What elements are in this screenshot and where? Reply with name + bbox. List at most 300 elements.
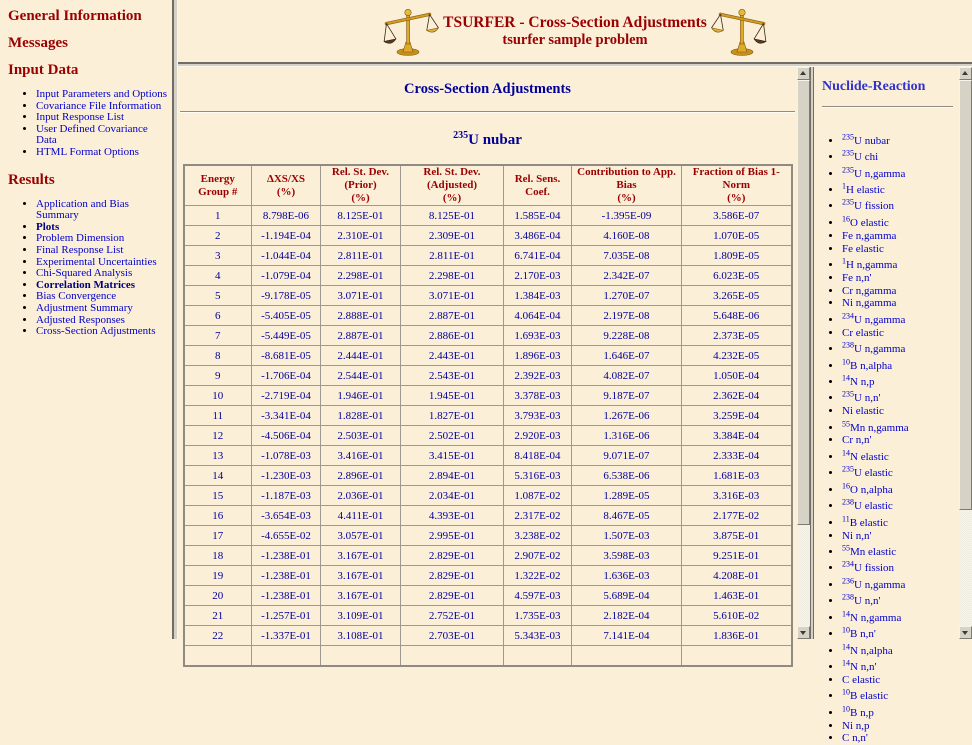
energy-group-cell: 19 <box>184 566 252 586</box>
energy-group-cell: 9 <box>184 366 252 386</box>
sidebar-link[interactable]: Plots <box>36 220 60 233</box>
nuclide-list-item <box>842 480 959 496</box>
nuclide-list-item <box>842 327 959 340</box>
column-header: ΔXS/XS (%) <box>252 165 321 206</box>
nuclide-list-item <box>842 641 959 657</box>
value-cell: 7.141E-04 <box>572 626 682 646</box>
value-cell: 2.811E-01 <box>401 246 504 266</box>
adjustments-table <box>183 164 793 667</box>
table-row <box>184 466 792 486</box>
value-cell: 1.946E-01 <box>321 386 401 406</box>
energy-group-cell: 7 <box>184 326 252 346</box>
nuclide-reaction-link[interactable]: Cr n,n' <box>842 434 872 447</box>
sidebar-link[interactable]: Correlation Matrices <box>36 278 136 291</box>
sidebar-list-item <box>36 199 170 222</box>
table-row <box>184 426 792 446</box>
value-cell: 3.875E-01 <box>682 526 792 546</box>
title-divider <box>180 111 795 113</box>
table-row <box>184 546 792 566</box>
table-row <box>184 586 792 606</box>
value-cell: 1.585E-04 <box>504 206 572 226</box>
value-cell: -3.341E-04 <box>252 406 321 426</box>
nuclide-reaction-link[interactable]: $^{235}$U chi <box>842 148 879 164</box>
nuclide-list-item <box>842 720 959 733</box>
sidebar-link[interactable]: Covariance File Information <box>36 99 162 112</box>
value-cell: -5.405E-05 <box>252 306 321 326</box>
nuclide-list-item <box>842 674 959 687</box>
value-cell: 1.463E-01 <box>682 586 792 606</box>
value-cell: 2.503E-01 <box>321 426 401 446</box>
table-row <box>184 626 792 646</box>
value-cell: 2.887E-01 <box>321 326 401 346</box>
nuclide-list-item <box>842 575 959 591</box>
scroll-up-button[interactable] <box>797 67 810 80</box>
header-banner <box>178 0 972 62</box>
energy-group-cell: 5 <box>184 286 252 306</box>
nuclide-list-item <box>842 464 959 480</box>
value-cell: 4.082E-07 <box>572 366 682 386</box>
table-row <box>184 206 792 226</box>
value-cell: 9.187E-07 <box>572 386 682 406</box>
scroll-up-button[interactable] <box>959 67 972 80</box>
value-cell: -1.238E-01 <box>252 566 321 586</box>
sidebar-link[interactable]: Chi-Squared Analysis <box>36 267 133 280</box>
nuclide-reaction-link[interactable]: $^{14}$N elastic <box>842 448 889 463</box>
nuclide-list-item <box>842 513 959 529</box>
page-title: Cross-Section Adjustments <box>404 81 571 97</box>
nuclide-list-item <box>842 405 959 418</box>
sidebar-link[interactable]: Adjusted Responses <box>36 313 125 326</box>
value-cell: 8.418E-04 <box>504 446 572 466</box>
value-cell: 2.362E-04 <box>682 386 792 406</box>
nuclide-list-item <box>842 658 959 674</box>
nuclide-reaction-link[interactable]: Fe n,gamma <box>842 229 897 242</box>
value-cell: 1.735E-03 <box>504 606 572 626</box>
energy-group-cell: 3 <box>184 246 252 266</box>
nuclide-name: U nubar <box>468 132 522 148</box>
sidebar-heading-messages[interactable]: Messages <box>8 35 68 51</box>
nuclide-list-item <box>842 297 959 310</box>
value-cell: 2.544E-01 <box>321 366 401 386</box>
nuclide-panel-title: Nuclide-Reaction <box>822 79 926 94</box>
value-cell: -1.194E-04 <box>252 226 321 246</box>
value-cell: 2.298E-01 <box>321 266 401 286</box>
nuclide-list-item <box>842 625 959 641</box>
value-cell: 2.310E-01 <box>321 226 401 246</box>
nuclide-subtitle <box>178 130 797 149</box>
value-cell: 8.125E-01 <box>321 206 401 226</box>
table-row <box>184 226 792 246</box>
value-cell: 2.373E-05 <box>682 326 792 346</box>
nuclide-reaction-link[interactable]: $^1$H elastic <box>842 181 885 197</box>
energy-group-cell: 12 <box>184 426 252 446</box>
app-title <box>443 14 707 49</box>
nuclide-list-item <box>842 732 959 745</box>
value-cell: 1.070E-05 <box>682 226 792 246</box>
value-cell: 2.887E-01 <box>401 306 504 326</box>
energy-group-cell: 21 <box>184 606 252 626</box>
table-row <box>184 566 792 586</box>
scroll-down-button[interactable] <box>959 626 972 639</box>
nuclide-reaction-link[interactable]: C elastic <box>842 673 881 686</box>
value-cell: 2.995E-01 <box>401 526 504 546</box>
nuclide-reaction-link[interactable]: $^{14}$N n,gamma <box>842 609 902 624</box>
value-cell: 1.945E-01 <box>401 386 504 406</box>
value-cell: -4.655E-02 <box>252 526 321 546</box>
nuclide-list-item <box>842 434 959 447</box>
sidebar-link[interactable]: Experimental Uncertainties <box>36 255 157 268</box>
nuclide-list-item <box>842 285 959 298</box>
energy-group-cell: 17 <box>184 526 252 546</box>
table-header-row <box>184 165 792 206</box>
sidebar-link[interactable]: Bias Convergence <box>36 290 117 303</box>
nuclide-reaction-link[interactable]: $^{235}$U n,gamma <box>842 164 906 180</box>
value-cell: 2.317E-02 <box>504 506 572 526</box>
nuclide-list-item <box>842 310 959 326</box>
value-cell: 3.416E-01 <box>321 446 401 466</box>
value-cell: -1.230E-03 <box>252 466 321 486</box>
sidebar-link[interactable]: Input Response List <box>36 111 124 124</box>
energy-group-cell: 20 <box>184 586 252 606</box>
value-cell: 2.177E-02 <box>682 506 792 526</box>
value-cell: 3.108E-01 <box>321 626 401 646</box>
nuclide-list-item <box>842 339 959 355</box>
value-cell: -1.706E-04 <box>252 366 321 386</box>
value-cell: 3.265E-05 <box>682 286 792 306</box>
nuclide-reaction-link[interactable]: $^{238}$U n,gamma <box>842 340 906 356</box>
sidebar-link[interactable]: HTML Format Options <box>36 145 139 158</box>
value-cell: 1.827E-01 <box>401 406 504 426</box>
value-cell: 2.182E-04 <box>572 606 682 626</box>
nuclide-reaction-link[interactable]: $^{234}$U n,gamma <box>842 311 906 326</box>
value-cell: 2.036E-01 <box>321 486 401 506</box>
nuclide-reaction-link[interactable]: $^{10}$B n,n' <box>842 625 876 641</box>
table-row <box>184 246 792 266</box>
nuclide-reaction-link[interactable]: $^{14}$N n,alpha <box>842 642 893 657</box>
column-header: Energy Group # <box>184 165 252 206</box>
value-cell: 4.160E-08 <box>572 226 682 246</box>
sidebar-list-input-data <box>8 89 170 159</box>
value-cell: 2.298E-01 <box>401 266 504 286</box>
main-content-frame <box>178 67 810 642</box>
value-cell <box>184 646 252 666</box>
navigation-sidebar <box>0 0 172 639</box>
nuclide-list-item <box>842 530 959 543</box>
scrollbar-thumb[interactable] <box>797 80 810 525</box>
value-cell: 4.208E-01 <box>682 566 792 586</box>
nuclide-reaction-link[interactable]: $^{238}$U elastic <box>842 497 893 513</box>
value-cell: 3.071E-01 <box>321 286 401 306</box>
energy-group-cell: 8 <box>184 346 252 366</box>
column-header: Contribution to App. Bias (%) <box>572 165 682 206</box>
panel-divider <box>822 106 953 108</box>
table-row <box>184 286 792 306</box>
nuclide-reaction-link[interactable]: $^{235}$U nubar <box>842 132 890 147</box>
table-row <box>184 326 792 346</box>
value-cell: 7.035E-08 <box>572 246 682 266</box>
value-cell <box>321 646 401 666</box>
value-cell: 3.238E-02 <box>504 526 572 546</box>
column-header: Rel. St. Dev. (Prior) (%) <box>321 165 401 206</box>
value-cell: 5.343E-03 <box>504 626 572 646</box>
value-cell: 3.259E-04 <box>682 406 792 426</box>
nuclide-list-item <box>842 608 959 624</box>
sidebar-list-item <box>36 147 170 159</box>
sidebar-link[interactable]: Problem Dimension <box>36 232 125 245</box>
nuclide-list-item <box>842 372 959 388</box>
scrollbar-thumb[interactable] <box>959 80 972 510</box>
value-cell: 3.586E-07 <box>682 206 792 226</box>
value-cell: -9.178E-05 <box>252 286 321 306</box>
sidebar-heading-results[interactable]: Results <box>8 171 55 188</box>
value-cell <box>572 646 682 666</box>
nuclide-list-item <box>842 164 959 180</box>
sidebar-list-item <box>36 326 170 338</box>
table-row <box>184 486 792 506</box>
sidebar-link[interactable]: Application and Bias Summary <box>36 197 129 222</box>
energy-group-cell: 15 <box>184 486 252 506</box>
sidebar-heading-input-data[interactable]: Input Data <box>8 62 79 78</box>
value-cell: 2.886E-01 <box>401 326 504 346</box>
nuclide-reaction-link[interactable]: $^{234}$U fission <box>842 559 895 575</box>
value-cell: 2.502E-01 <box>401 426 504 446</box>
nuclide-list-item <box>842 213 959 229</box>
value-cell: -2.719E-04 <box>252 386 321 406</box>
value-cell: 1.836E-01 <box>682 626 792 646</box>
nuclide-reaction-link[interactable]: Ni elastic <box>842 405 884 418</box>
value-cell: 3.071E-01 <box>401 286 504 306</box>
value-cell: 1.681E-03 <box>682 466 792 486</box>
value-cell: 2.444E-01 <box>321 346 401 366</box>
value-cell: 1.828E-01 <box>321 406 401 426</box>
energy-group-cell: 1 <box>184 206 252 226</box>
value-cell: 1.050E-04 <box>682 366 792 386</box>
value-cell: -5.449E-05 <box>252 326 321 346</box>
nuclide-mass-number: 235 <box>453 130 469 141</box>
energy-group-cell: 14 <box>184 466 252 486</box>
nuclide-list-item <box>842 418 959 434</box>
scroll-down-button[interactable] <box>797 626 810 639</box>
energy-group-cell: 10 <box>184 386 252 406</box>
sidebar-link[interactable]: Input Parameters and Options <box>36 88 168 100</box>
value-cell: 2.829E-01 <box>401 566 504 586</box>
nuclide-reaction-link[interactable]: $^{16}$O elastic <box>842 214 889 229</box>
sidebar-link[interactable]: Cross-Section Adjustments <box>36 325 156 338</box>
value-cell: 1.267E-06 <box>572 406 682 426</box>
column-header: Rel. St. Dev. (Adjusted) (%) <box>401 165 504 206</box>
nuclide-list-item <box>842 131 959 147</box>
value-cell <box>504 646 572 666</box>
nuclide-list-item <box>842 559 959 575</box>
table-row <box>184 446 792 466</box>
value-cell: 3.415E-01 <box>401 446 504 466</box>
value-cell: 4.393E-01 <box>401 506 504 526</box>
nuclide-reaction-link[interactable]: $^{16}$O n,alpha <box>842 481 893 496</box>
column-header: Fraction of Bias 1-Norm (%) <box>682 165 792 206</box>
energy-group-cell: 11 <box>184 406 252 426</box>
nuclide-reaction-link[interactable]: $^{235}$U fission <box>842 197 895 213</box>
value-cell: 2.443E-01 <box>401 346 504 366</box>
value-cell: 1.270E-07 <box>572 286 682 306</box>
value-cell: 3.793E-03 <box>504 406 572 426</box>
nuclide-reaction-link[interactable]: Cr elastic <box>842 326 884 339</box>
nuclide-reaction-link[interactable]: $^{55}$Mn elastic <box>842 543 897 558</box>
table-row <box>184 606 792 626</box>
energy-group-cell: 16 <box>184 506 252 526</box>
nuclide-reaction-link[interactable]: $^{238}$U n,n' <box>842 592 881 608</box>
table-row <box>184 526 792 546</box>
value-cell: 5.316E-03 <box>504 466 572 486</box>
energy-group-cell: 4 <box>184 266 252 286</box>
value-cell: 9.251E-01 <box>682 546 792 566</box>
value-cell: -1.079E-04 <box>252 266 321 286</box>
value-cell: 1.316E-06 <box>572 426 682 446</box>
value-cell: 4.232E-05 <box>682 346 792 366</box>
value-cell: 1.289E-05 <box>572 486 682 506</box>
nuclide-reaction-link[interactable]: $^{11}$B elastic <box>842 514 888 529</box>
value-cell: 3.109E-01 <box>321 606 401 626</box>
nuclide-reaction-link[interactable]: Ni n,n' <box>842 529 872 542</box>
sidebar-list-item <box>36 124 170 147</box>
table-row <box>184 646 792 666</box>
nuclide-reaction-link[interactable]: $^1$H n,gamma <box>842 256 898 271</box>
nuclide-reaction-link[interactable]: $^{235}$U n,n' <box>842 389 881 405</box>
sidebar-link[interactable]: Final Response List <box>36 243 124 256</box>
table-row <box>184 346 792 366</box>
value-cell: 5.610E-02 <box>682 606 792 626</box>
value-cell: 2.342E-07 <box>572 266 682 286</box>
value-cell: -4.506E-04 <box>252 426 321 446</box>
app-title-line2: tsurfer sample problem <box>502 31 648 48</box>
value-cell: 6.023E-05 <box>682 266 792 286</box>
value-cell: 3.384E-04 <box>682 426 792 446</box>
value-cell: -3.654E-03 <box>252 506 321 526</box>
value-cell: 1.693E-03 <box>504 326 572 346</box>
energy-group-cell: 6 <box>184 306 252 326</box>
value-cell: -1.078E-03 <box>252 446 321 466</box>
balance-scale-icon <box>378 6 438 56</box>
value-cell: 2.543E-01 <box>401 366 504 386</box>
value-cell: 2.829E-01 <box>401 546 504 566</box>
value-cell: 2.034E-01 <box>401 486 504 506</box>
value-cell: 1.087E-02 <box>504 486 572 506</box>
energy-group-cell: 18 <box>184 546 252 566</box>
table-row <box>184 266 792 286</box>
value-cell: 2.309E-01 <box>401 226 504 246</box>
value-cell: 2.752E-01 <box>401 606 504 626</box>
nuclide-list-item <box>842 687 959 703</box>
nuclide-list-item <box>842 272 959 285</box>
nuclide-list-item <box>842 230 959 243</box>
value-cell: 4.411E-01 <box>321 506 401 526</box>
value-cell: -1.238E-01 <box>252 586 321 606</box>
nuclide-reaction-link[interactable]: Fe n,n' <box>842 271 872 284</box>
nuclide-reaction-link[interactable]: $^{236}$U n,gamma <box>842 576 906 591</box>
sidebar-heading-general-information[interactable]: General Information <box>8 8 142 24</box>
nuclide-reaction-link[interactable]: Cr n,gamma <box>842 284 897 297</box>
nuclide-list-item <box>842 147 959 163</box>
nuclide-list-item <box>842 180 959 196</box>
value-cell: 2.888E-01 <box>321 306 401 326</box>
main-vertical-scrollbar[interactable] <box>797 67 810 639</box>
value-cell: 1.507E-03 <box>572 526 682 546</box>
nuclide-reaction-link[interactable]: Ni n,p <box>842 719 870 732</box>
value-cell: 9.228E-08 <box>572 326 682 346</box>
value-cell: 1.384E-03 <box>504 286 572 306</box>
energy-group-cell: 2 <box>184 226 252 246</box>
value-cell: 2.920E-03 <box>504 426 572 446</box>
value-cell: -8.681E-05 <box>252 346 321 366</box>
table-row <box>184 506 792 526</box>
nuclide-panel-frame <box>814 67 972 745</box>
value-cell: -1.257E-01 <box>252 606 321 626</box>
value-cell: 4.597E-03 <box>504 586 572 606</box>
value-cell: 3.486E-04 <box>504 226 572 246</box>
energy-group-cell: 13 <box>184 446 252 466</box>
nuclide-list-item <box>842 197 959 213</box>
value-cell: 1.322E-02 <box>504 566 572 586</box>
nuclide-list-item <box>842 243 959 256</box>
value-cell: -1.337E-01 <box>252 626 321 646</box>
value-cell: 2.333E-04 <box>682 446 792 466</box>
value-cell <box>682 646 792 666</box>
sidebar-link[interactable]: User Defined Covariance Data <box>36 122 148 147</box>
value-cell: 2.896E-01 <box>321 466 401 486</box>
panel-vertical-scrollbar[interactable] <box>959 67 972 639</box>
nuclide-reaction-link[interactable]: $^{55}$Mn n,gamma <box>842 419 909 434</box>
value-cell: 1.646E-07 <box>572 346 682 366</box>
nuclide-reaction-link[interactable]: $^{10}$B elastic <box>842 687 889 703</box>
app-title-line1: TSURFER - Cross-Section Adjustments <box>443 13 707 31</box>
nuclide-reaction-link[interactable]: $^{14}$N n,p <box>842 373 875 388</box>
value-cell <box>401 646 504 666</box>
nuclide-reaction-link[interactable]: C n,n' <box>842 732 868 745</box>
value-cell: 2.703E-01 <box>401 626 504 646</box>
nuclide-reaction-link[interactable]: $^{235}$U elastic <box>842 464 893 480</box>
value-cell: 8.467E-05 <box>572 506 682 526</box>
balance-scale-icon <box>712 6 772 56</box>
nuclide-list-item <box>842 497 959 513</box>
value-cell: -1.187E-03 <box>252 486 321 506</box>
value-cell: 2.811E-01 <box>321 246 401 266</box>
value-cell: 6.741E-04 <box>504 246 572 266</box>
value-cell: 3.057E-01 <box>321 526 401 546</box>
nuclide-reaction-link[interactable]: $^{10}$B n,p <box>842 704 874 719</box>
nuclide-reaction-link[interactable]: Fe elastic <box>842 242 884 255</box>
value-cell: -1.238E-01 <box>252 546 321 566</box>
value-cell: 9.071E-07 <box>572 446 682 466</box>
nuclide-list-item <box>842 703 959 719</box>
nuclide-reaction-link[interactable]: Ni n,gamma <box>842 297 897 310</box>
sidebar-list-results <box>8 199 170 338</box>
value-cell: 2.894E-01 <box>401 466 504 486</box>
value-cell: 2.392E-03 <box>504 366 572 386</box>
nuclide-list-item <box>842 389 959 405</box>
value-cell: 1.809E-05 <box>682 246 792 266</box>
value-cell: 2.170E-03 <box>504 266 572 286</box>
sidebar-link[interactable]: Adjustment Summary <box>36 301 133 314</box>
nuclide-list-item <box>842 447 959 463</box>
value-cell: 4.064E-04 <box>504 306 572 326</box>
nuclide-reaction-link[interactable]: $^{14}$N n,n' <box>842 658 877 674</box>
value-cell: 8.798E-06 <box>252 206 321 226</box>
value-cell: 3.378E-03 <box>504 386 572 406</box>
nuclide-reaction-link[interactable]: $^{10}$B n,alpha <box>842 356 893 372</box>
table-row <box>184 306 792 326</box>
value-cell: 3.167E-01 <box>321 586 401 606</box>
value-cell: 6.538E-06 <box>572 466 682 486</box>
table-row <box>184 366 792 386</box>
